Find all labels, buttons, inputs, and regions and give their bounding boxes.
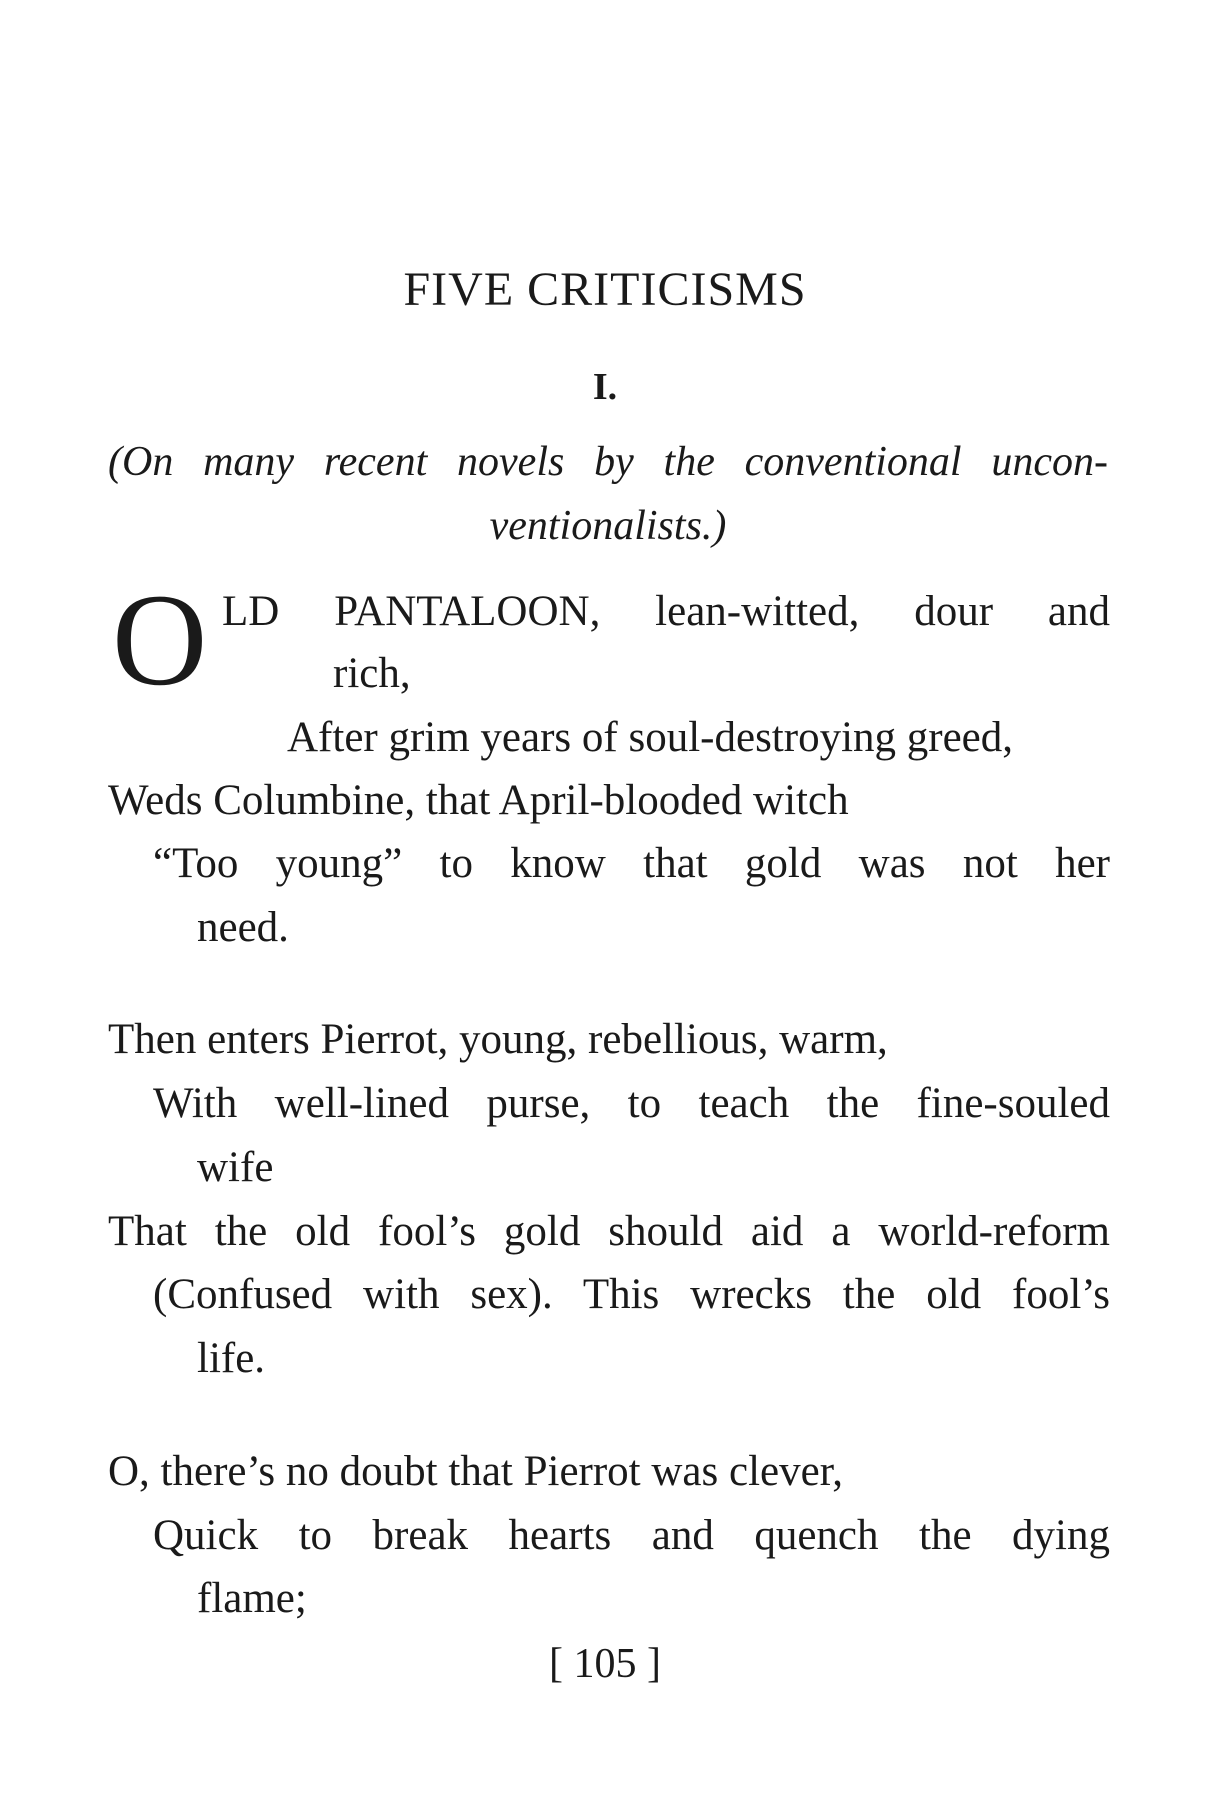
poem-line: Then enters Pierrot, young, rebellious, warm, [108, 1016, 888, 1063]
poem-line: With well-lined purse, to teach the fine-souled [153, 1080, 1110, 1127]
poem-line: flame; [197, 1575, 307, 1622]
poem-line: O, there’s no doubt that Pierrot was clever, [108, 1448, 844, 1495]
section-number: I. [592, 366, 618, 408]
poem-line: Weds Columbine, that April-blooded witch [108, 777, 849, 824]
drop-cap: O [112, 566, 208, 713]
poem-line: “Too young” to know that gold was not her [153, 840, 1110, 887]
poem-subtitle [108, 430, 1108, 558]
poem-line: LD PANTALOON, lean-witted, dour and [222, 588, 1110, 635]
poem-line: life. [197, 1335, 266, 1382]
subtitle-line-2: ventionalists.) [489, 503, 727, 549]
poem-line: (Confused with sex). This wrecks the old fool’s [153, 1271, 1110, 1318]
poem-line: Quick to break hearts and quench the dying [153, 1512, 1110, 1559]
poem-line: rich, [333, 650, 411, 697]
page-number: [ 105 ] [549, 1641, 661, 1687]
poem-line: need. [197, 904, 289, 951]
subtitle-line-1: (On many recent novels by the conventional uncon- [108, 439, 1108, 485]
poem-line: wife [197, 1144, 274, 1191]
page-title: FIVE CRITICISMS [403, 263, 807, 316]
poem-line: That the old fool’s gold should aid a world-reform [108, 1208, 1110, 1255]
poem-line: After grim years of soul-destroying greed, [287, 714, 1014, 761]
